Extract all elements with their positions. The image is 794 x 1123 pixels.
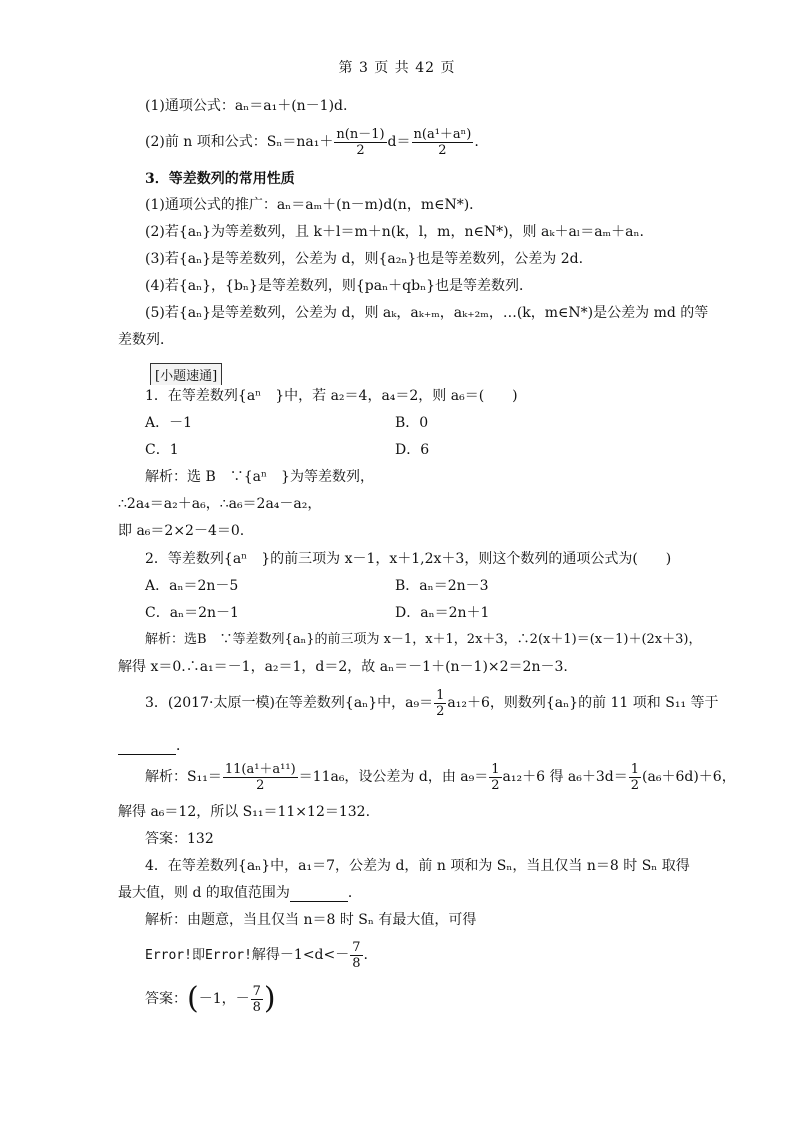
- q3-solution-2: 解得 a₆＝12，所以 S₁₁＝11×12＝132.: [118, 804, 371, 820]
- q4-solution-1: 解析：由题意，当且仅当 n＝8 时 Sₙ 有最大值，可得: [145, 912, 477, 928]
- q2-stem: 2．等差数列{aⁿ }的前三项为 x－1，x＋1,2x＋3，则这个数列的通项公式为( ): [145, 551, 672, 567]
- q1-option-d: D．6: [395, 442, 430, 458]
- q1-stem: 1．在等差数列{aⁿ }中，若 a₂＝4，a₄＝2，则 a₆＝( ): [145, 388, 518, 404]
- q3-answer: 答案：132: [145, 831, 214, 847]
- q4-stem-2: 最大值，则 d 的取值范围为 ．: [118, 885, 362, 901]
- fraction: $\frac{1}{2}$: [491, 761, 500, 793]
- q1-option-a: A．－1: [145, 415, 193, 431]
- formula-general-term: (1)通项公式：aₙ＝a₁＋(n－1)d.: [145, 98, 348, 114]
- q3-stem: 3．(2017·太原一模)在等差数列{aₙ}中，a₉＝ $\frac{1}{2}$ a₁₂＋6，则数列{aₙ}的前 11 项和 S₁₁ 等于: [145, 687, 719, 719]
- property-1: (1)通项公式的推广：aₙ＝aₘ＋(n－m)d(n，m∈N*)．: [145, 197, 484, 213]
- property-3: (3)若{aₙ}是等差数列，公差为 d，则{a₂ₙ}也是等差数列，公差为 2d.: [145, 251, 584, 267]
- q2-option-a: A．aₙ＝2n－5: [145, 578, 239, 594]
- fraction: $\frac{n(n-1)}{2}$: [336, 126, 385, 158]
- fraction: $\frac{1}{2}$: [630, 761, 640, 793]
- fraction: $\frac{7}{8}$: [252, 983, 261, 1015]
- q2-option-b: B．aₙ＝2n－3: [395, 578, 489, 594]
- fraction: $\frac{\text{11(a¹＋a¹¹)}}{2}$: [224, 761, 296, 793]
- q3-answer-blank: ．: [118, 737, 190, 755]
- property-5-cont: 差数列．: [118, 332, 174, 348]
- q2-solution-1: 解析：选B ∵等差数列{aₙ}的前三项为 x－1，x＋1，2x＋3，∴2(x＋1)＝(x－1)＋(2x＋3)，: [145, 632, 702, 647]
- property-5: (5)若{aₙ}是等差数列，公差为 d，则 aₖ，aₖ₊ₘ，aₖ₊₂ₘ，…(k，m∈N*)是公差为 md 的等: [145, 305, 709, 321]
- q1-option-b: B．0: [395, 415, 429, 431]
- q4-answer: 答案：(－1，－ $\frac{7}{8}$ ): [145, 981, 276, 1016]
- fraction: $\frac{7}{8}$: [352, 939, 361, 971]
- section-heading: 3．等差数列的常用性质: [145, 171, 295, 187]
- fraction: $\frac{\text{n(a¹＋aⁿ)}}{2}$: [413, 126, 472, 158]
- q1-solution-1: 解析：选 B ∵{aⁿ }为等差数列，: [145, 469, 374, 485]
- q2-option-c: C．aₙ＝2n－1: [145, 605, 239, 621]
- fraction: $\frac{1}{2}$: [436, 687, 445, 719]
- q1-solution-2: ∴2a₄＝a₂＋a₆，∴a₆＝2a₄－a₂，: [118, 496, 322, 512]
- q2-option-d: D．aₙ＝2n＋1: [395, 605, 490, 621]
- q1-option-c: C．1: [145, 442, 179, 458]
- page-header: 第 3 页 共 42 页: [338, 60, 456, 76]
- q4-solution-2: Error!即Error!解得－1<d<－ $\frac{7}{8}$ .: [145, 939, 368, 971]
- formula-sum: (2)前 n 项和公式：Sₙ＝na₁＋ $\frac{n(n-1)}{2}$ d＝ $\frac{\text{n(a¹＋aⁿ)}}{2}$ .: [145, 126, 479, 158]
- section-tag: [小题速通]: [150, 363, 222, 385]
- property-4: (4)若{aₙ}，{bₙ}是等差数列，则{paₙ＋qbₙ}也是等差数列．: [145, 278, 534, 294]
- property-2: (2)若{aₙ}为等差数列，且 k＋l＝m＋n(k，l，m，n∈N*)，则 aₖ＋aₗ＝aₘ＋aₙ.: [145, 224, 644, 240]
- q2-solution-2: 解得 x＝0.∴a₁＝－1，a₂＝1，d＝2，故 aₙ＝－1＋(n－1)×2＝2n－3.: [118, 659, 568, 675]
- q3-solution-1: 解析：S₁₁＝ $\frac{\text{11(a¹＋a¹¹)}}{2}$ ＝11a₆，设公差为 d，由 a₉＝ $\frac{1}{2}$ a₁₂＋6 得 a₆＋3d＝ $\frac{1}{2}$ (a₆＋6d)＋6，: [145, 761, 736, 793]
- q4-stem-1: 4．在等差数列{aₙ}中，a₁＝7，公差为 d，前 n 项和为 Sₙ，当且仅当 n＝8 时 Sₙ 取得: [145, 858, 690, 874]
- q1-solution-3: 即 a₆＝2×2－4＝0.: [118, 523, 245, 539]
